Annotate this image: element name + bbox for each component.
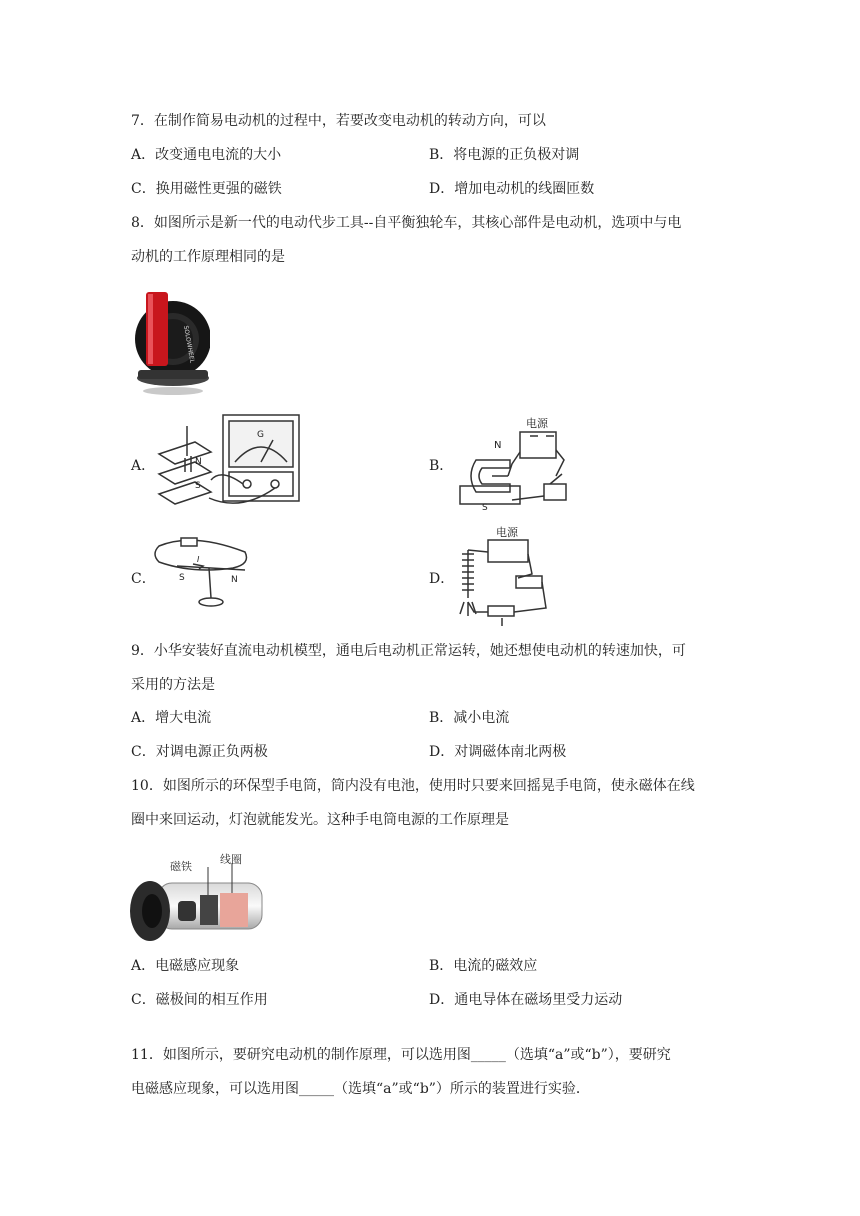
q10-stem-line1: 10．如图所示的环保型手电筒，筒内没有电池，使用时只要来回摇晃手电筒，使永磁体在线	[131, 778, 695, 794]
q7-stem: 7．在制作简易电动机的过程中，若要改变电动机的转动方向，可以	[131, 113, 546, 129]
q8-stem-line1: 8．如图所示是新一代的电动代步工具--自平衡独轮车，其核心部件是电动机，选项中与电	[131, 215, 682, 231]
q8-option-a: A．	[131, 458, 156, 474]
q10-option-a: A．电磁感应现象	[131, 958, 240, 974]
q11-stem-line1: 11．如图所示，要研究电动机的制作原理，可以选用图_____（选填“a”或“b”），要研究	[131, 1047, 671, 1063]
galvanometer-label: G	[257, 430, 264, 440]
q9-option-b: B．减小电流	[429, 710, 510, 726]
q8-figure-b	[452, 412, 576, 516]
fig-a-n-label: N	[195, 457, 202, 467]
q7-option-d: D．增加电动机的线圈匝数	[429, 181, 595, 197]
coil-block	[220, 893, 248, 927]
fig-a-s-label: S	[195, 481, 201, 491]
q8-figure-d	[454, 522, 554, 636]
q10-stem-line2: 圈中来回运动，灯泡就能发光。这种手电筒电源的工作原理是	[131, 812, 509, 828]
fig-c-current-label: I	[197, 555, 200, 564]
q7-option-c: C．换用磁性更强的磁铁	[131, 181, 282, 197]
q8-option-b: B．	[429, 458, 454, 474]
flashlight-figure	[128, 843, 268, 945]
fig-c-s-label: S	[179, 573, 185, 583]
q8-figure-c	[153, 528, 253, 612]
fig-b-power-label: 电源	[526, 417, 548, 430]
q10-option-c: C．磁极间的相互作用	[131, 992, 268, 1008]
q10-option-b: B．电流的磁效应	[429, 958, 538, 974]
q8-stem-line2: 动机的工作原理相同的是	[131, 249, 285, 265]
q9-option-d: D．对调磁体南北两极	[429, 744, 567, 760]
q9-option-a: A．增大电流	[131, 710, 212, 726]
magnet-block	[200, 895, 218, 925]
q10-option-d: D．通电导体在磁场里受力运动	[429, 992, 623, 1008]
fig-d-power-label: 电源	[496, 526, 518, 539]
unicycle-brand: SOLOWHEEL	[182, 325, 196, 364]
q11-stem-line2: 电磁感应现象，可以选用图_____（选填“a”或“b”）所示的装置进行实验．	[131, 1081, 590, 1097]
q8-option-d: D．	[429, 571, 455, 587]
q9-stem-line2: 采用的方法是	[131, 677, 215, 693]
unicycle-figure	[128, 284, 210, 398]
q8-option-c: C．	[131, 571, 156, 587]
q7-option-a: A．改变通电电流的大小	[131, 147, 282, 163]
q9-stem-line1: 9．小华安装好直流电动机模型，通电后电动机正常运转，她还想使电动机的转速加快，可	[131, 643, 686, 659]
fig-c-n-label: N	[231, 575, 238, 585]
fig-b-n-label: N	[494, 440, 502, 451]
q7-option-b: B．将电源的正负极对调	[429, 147, 580, 163]
magnet-label: 磁铁	[170, 860, 192, 873]
q9-option-c: C．对调电源正负两极	[131, 744, 268, 760]
q8-figure-a	[151, 412, 303, 516]
unicycle-footrest	[138, 370, 208, 379]
coil-label: 线圈	[220, 853, 242, 866]
fig-b-s-label: S	[482, 503, 488, 513]
